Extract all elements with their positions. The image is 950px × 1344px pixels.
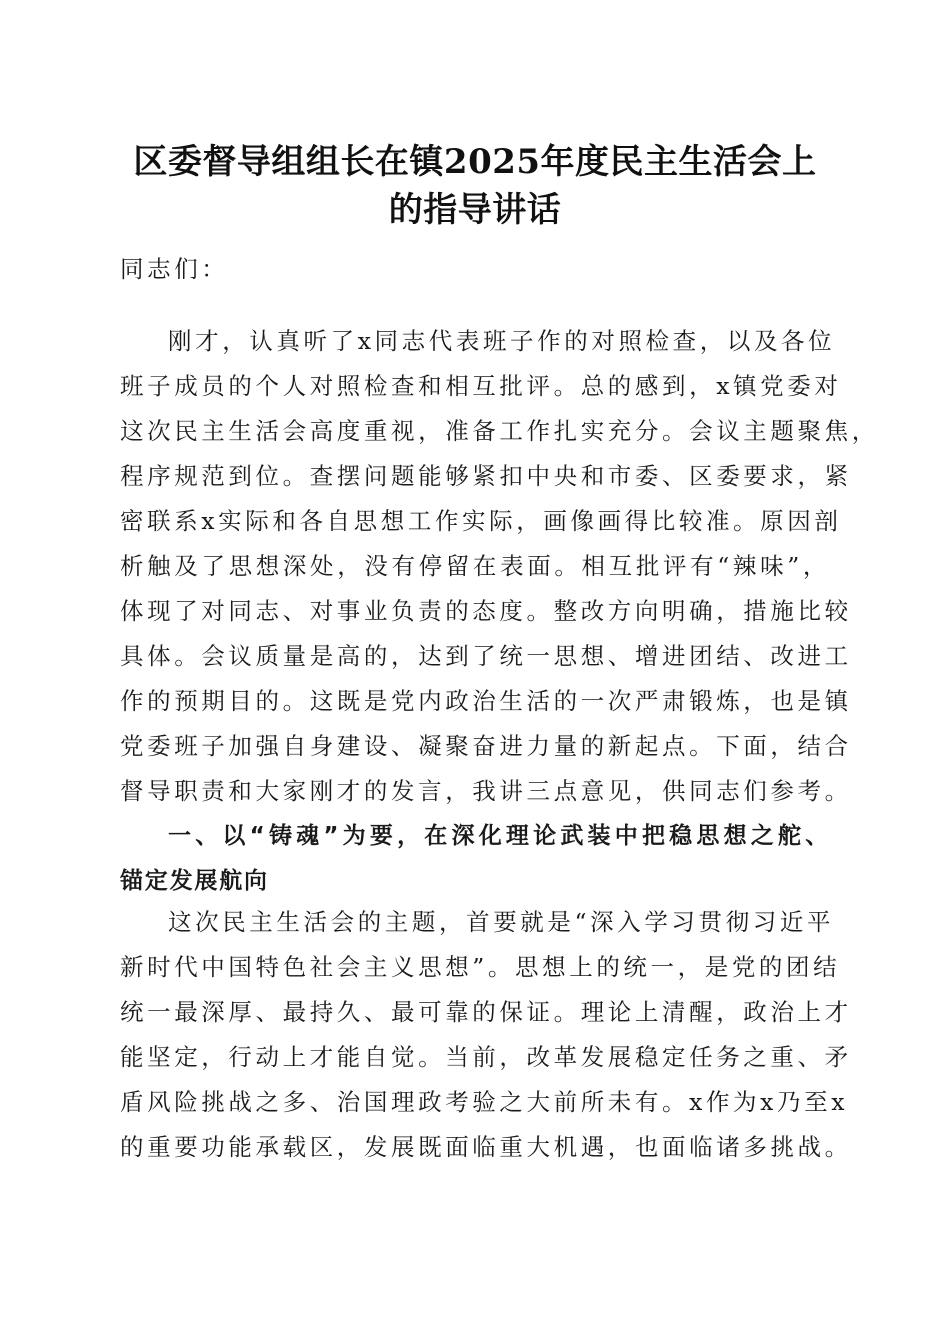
paragraph-1-line: 刚才，认真听了x同志代表班子作的对照检查，以及各位 xyxy=(168,327,836,355)
paragraph-1-line: 这次民主生活会高度重视，准备工作扎实充分。会议主题聚焦， xyxy=(120,417,879,445)
paragraph-1-line: 作的预期目的。这既是党内政治生活的一次严肃锻炼，也是镇 xyxy=(120,687,852,715)
paragraph-1-line: 督导职责和大家刚才的发言，我讲三点意见，供同志们参考。 xyxy=(120,777,852,805)
document-title-line-2: 的指导讲话 xyxy=(388,190,562,230)
paragraph-2-line: 能坚定，行动上才能自觉。当前，改革发展稳定任务之重、矛 xyxy=(120,1043,852,1071)
paragraph-1-line: 密联系x实际和各自思想工作实际，画像画得比较准。原因剖 xyxy=(120,507,842,535)
section-heading-1-line: 锚定发展航向 xyxy=(120,868,269,894)
paragraph-1-line: 党委班子加强自身建设、凝聚奋进力量的新起点。下面，结合 xyxy=(120,732,852,760)
paragraph-2-line: 盾风险挑战之多、治国理政考验之大前所未有。x作为x乃至x xyxy=(120,1088,849,1116)
salutation: 同志们： xyxy=(120,255,229,283)
paragraph-1-line: 析触及了思想深处，没有停留在表面。相互批评有“辣味”， xyxy=(120,552,830,580)
paragraph-1-line: 班子成员的个人对照检查和相互批评。总的感到，x镇党委对 xyxy=(120,372,842,400)
paragraph-2-line: 统一最深厚、最持久、最可靠的保证。理论上清醒，政治上才 xyxy=(120,998,852,1026)
paragraph-2-line: 这次民主生活会的主题，首要就是“深入学习贯彻习近平 xyxy=(168,908,835,936)
document-title-line-1: 区委督导组组长在镇2025年度民主生活会上 xyxy=(133,142,817,182)
paragraph-2-line: 新时代中国特色社会主义思想”。思想上的统一，是党的团结 xyxy=(120,953,841,981)
paragraph-2-line: 的重要功能承载区，发展既面临重大机遇，也面临诸多挑战。 xyxy=(120,1133,852,1161)
paragraph-1-line: 程序规范到位。查摆问题能够紧扣中央和市委、区委要求，紧 xyxy=(120,462,852,490)
section-heading-1-line: 一、以“铸魂”为要，在深化理论武装中把稳思想之舵、 xyxy=(168,823,830,849)
paragraph-1-line: 具体。会议质量是高的，达到了统一思想、增进团结、改进工 xyxy=(120,642,852,670)
paragraph-1-line: 体现了对同志、对事业负责的态度。整改方向明确，措施比较 xyxy=(120,597,852,625)
